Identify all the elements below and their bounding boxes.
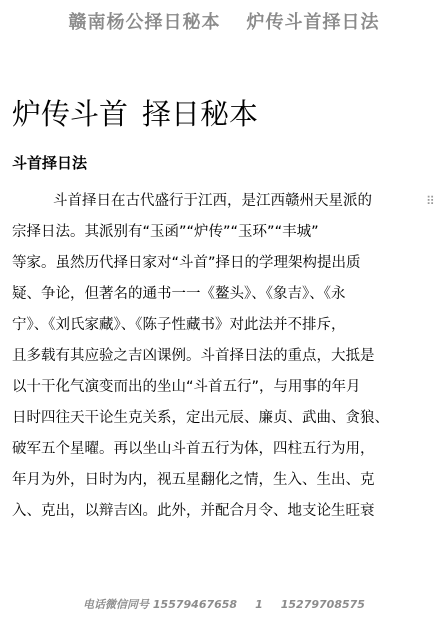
- body-line: 日时四往天干论生克关系，定出元辰、廉贞、武曲、贪狼、: [12, 410, 389, 426]
- title-part-1: 炉传斗首: [12, 97, 129, 131]
- page-title: [12, 92, 258, 133]
- body-line: 以十干化气演变而出的坐山“斗首五行”，与用事的年月: [12, 379, 361, 395]
- body-line: 宗择日法。其派别有“玉函”“炉传”“玉环”“丰城”: [12, 224, 319, 240]
- title-part-2: 择日秘本: [142, 97, 259, 131]
- footer-phone-2: 15279708575: [280, 598, 365, 611]
- body-line: 宁》、《刘氏家藏》、《陈子性藏书》对此法并不排斥，: [12, 317, 346, 333]
- body-line: 且多载有其应验之吉凶课例。斗首择日法的重点，大抵是: [12, 348, 375, 364]
- body-paragraph: [12, 186, 436, 527]
- body-line: 年月为外，日时为内，视五星翻化之情，生入、生出、克: [12, 472, 375, 488]
- body-line: 斗首择日在古代盛行于江西，是江西赣州天星派的 ⠿: [53, 193, 435, 209]
- drag-handle-icon[interactable]: ⠿: [426, 194, 435, 208]
- header-chapter-title: 炉传斗首择日法: [246, 12, 380, 33]
- header-book-title: 赣南杨公择日秘本: [68, 12, 221, 33]
- footer-phone-1: 15579467658: [152, 598, 238, 611]
- body-line: 破军五个星曜。再以坐山斗首五行为体，四柱五行为用，: [12, 441, 375, 457]
- body-line: 疑、争论，但著名的通书一一《鳌头》、《象吉》、《永: [12, 286, 346, 302]
- page-number: 1: [255, 598, 263, 611]
- body-line: 入、克出，以辩吉凶。此外，并配合月令、地支论生旺衰: [12, 503, 375, 519]
- section-heading: 斗首择日法: [12, 154, 88, 172]
- page-footer: [0, 596, 448, 612]
- body-line: 等家。虽然历代择日家对“斗首”择日的学理架构提出质: [12, 255, 361, 271]
- footer-contact-label: 电话微信同号: [83, 598, 150, 611]
- running-header: [0, 8, 448, 34]
